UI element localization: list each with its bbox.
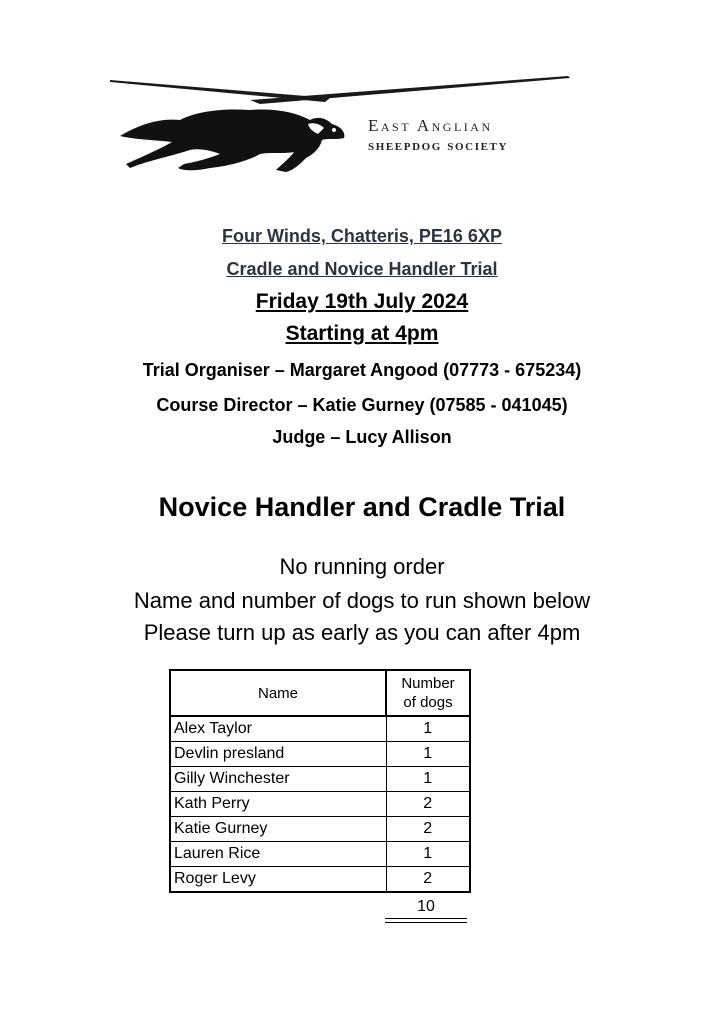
page-heading: Novice Handler and Cradle Trial [158, 492, 566, 522]
dog-count: 2 [386, 817, 470, 842]
judge: Judge – Lucy Allison [272, 427, 452, 447]
total-double-underline [385, 922, 467, 923]
entrant-name: Lauren Rice [170, 842, 386, 867]
total-underline [385, 918, 467, 919]
table-row [170, 842, 470, 867]
info-line: Please turn up as early as you can after 4pm [143, 620, 581, 645]
entries-table [169, 669, 471, 893]
org-name-line2: sheepdog society [368, 138, 508, 154]
trial-date: Friday 19th July 2024 [255, 290, 469, 313]
column-header-name: Name [170, 670, 386, 716]
dog-count: 1 [386, 767, 470, 792]
entrant-name: Gilly Winchester [170, 767, 386, 792]
table-header-row [170, 670, 470, 716]
column-header-dogs-line1: Number [401, 675, 455, 692]
entrant-name: Katie Gurney [170, 817, 386, 842]
dog-count: 2 [386, 792, 470, 817]
dog-count: 1 [386, 716, 470, 742]
column-header-dogs-line2: of dogs [403, 694, 453, 711]
table-row [170, 867, 470, 893]
table-row [170, 716, 470, 742]
org-name-line1: East Anglian [368, 116, 493, 135]
dog-count: 2 [386, 867, 470, 893]
table-row [170, 742, 470, 767]
entrant-name: Roger Levy [170, 867, 386, 893]
table-row [170, 817, 470, 842]
society-logo [100, 68, 580, 188]
dog-count: 1 [386, 842, 470, 867]
sheepdog-logo-icon [100, 68, 580, 188]
column-header-dogs [386, 670, 470, 716]
entrant-name: Devlin presland [170, 742, 386, 767]
venue-address: Four Winds, Chatteris, PE16 6XP [222, 226, 502, 246]
course-director: Course Director – Katie Gurney (07585 - 041045) [156, 395, 568, 415]
table-row [170, 792, 470, 817]
trial-organiser: Trial Organiser – Margaret Angood (07773 - 675234) [142, 360, 582, 380]
trial-title: Cradle and Novice Handler Trial [226, 259, 498, 279]
entrant-name: Alex Taylor [170, 716, 386, 742]
table-row [170, 767, 470, 792]
info-line: Name and number of dogs to run shown below [133, 588, 591, 613]
dog-count: 1 [386, 742, 470, 767]
total-dogs: 10 [417, 898, 435, 915]
info-line: No running order [279, 554, 445, 579]
entrant-name: Kath Perry [170, 792, 386, 817]
start-time: Starting at 4pm [285, 322, 439, 345]
